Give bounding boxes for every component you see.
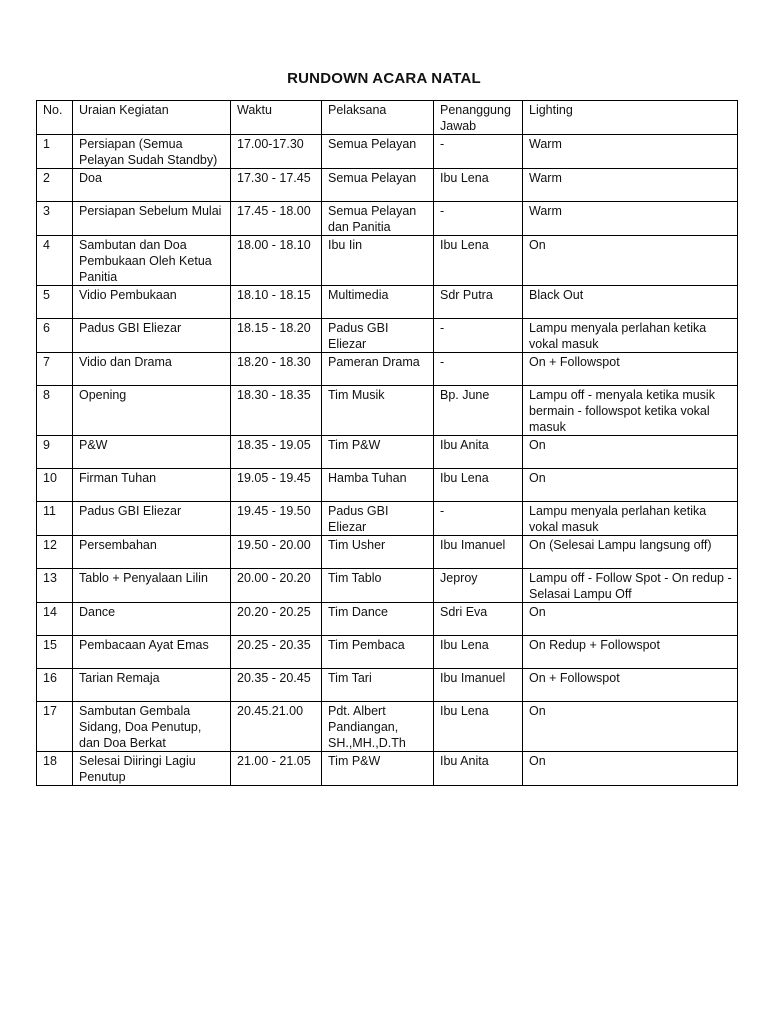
- column-header-pelaksana: Pelaksana: [322, 101, 434, 135]
- cell-waktu: 18.15 - 18.20: [231, 319, 322, 353]
- cell-penanggung-jawab: Ibu Lena: [434, 636, 523, 669]
- table-row: [37, 386, 738, 436]
- cell-uraian-kegiatan: Persiapan Sebelum Mulai: [73, 202, 231, 236]
- cell-pelaksana: Tim Musik: [322, 386, 434, 436]
- cell-pelaksana: Semua Pelayan dan Panitia: [322, 202, 434, 236]
- column-header-waktu: Waktu: [231, 101, 322, 135]
- cell-no: 16: [37, 669, 73, 702]
- cell-penanggung-jawab: Sdr Putra: [434, 286, 523, 319]
- cell-waktu: 21.00 - 21.05: [231, 752, 322, 786]
- cell-lighting: On (Selesai Lampu langsung off): [523, 536, 738, 569]
- cell-lighting: Warm: [523, 202, 738, 236]
- cell-uraian-kegiatan: Firman Tuhan: [73, 469, 231, 502]
- cell-lighting: On + Followspot: [523, 669, 738, 702]
- cell-lighting: On: [523, 752, 738, 786]
- cell-waktu: 20.45.21.00: [231, 702, 322, 752]
- table-row: [37, 236, 738, 286]
- cell-pelaksana: Padus GBI Eliezar: [322, 319, 434, 353]
- cell-pelaksana: Multimedia: [322, 286, 434, 319]
- table-row: [37, 353, 738, 386]
- cell-pelaksana: Hamba Tuhan: [322, 469, 434, 502]
- cell-no: 8: [37, 386, 73, 436]
- cell-penanggung-jawab: -: [434, 202, 523, 236]
- cell-no: 10: [37, 469, 73, 502]
- cell-lighting: Lampu off - Follow Spot - On redup - Selasai Lampu Off: [523, 569, 738, 603]
- cell-no: 6: [37, 319, 73, 353]
- cell-pelaksana: Tim P&W: [322, 752, 434, 786]
- cell-uraian-kegiatan: Selesai Diiringi Lagiu Penutup: [73, 752, 231, 786]
- cell-uraian-kegiatan: Tarian Remaja: [73, 669, 231, 702]
- cell-lighting: Black Out: [523, 286, 738, 319]
- cell-uraian-kegiatan: Dance: [73, 603, 231, 636]
- cell-waktu: 18.10 - 18.15: [231, 286, 322, 319]
- cell-waktu: 19.45 - 19.50: [231, 502, 322, 536]
- cell-pelaksana: Tim P&W: [322, 436, 434, 469]
- cell-lighting: On: [523, 236, 738, 286]
- cell-no: 14: [37, 603, 73, 636]
- table-row: [37, 702, 738, 752]
- table-row: [37, 752, 738, 786]
- cell-waktu: 17.45 - 18.00: [231, 202, 322, 236]
- document-title: RUNDOWN ACARA NATAL: [287, 70, 481, 87]
- cell-penanggung-jawab: Jeproy: [434, 569, 523, 603]
- cell-pelaksana: Tim Pembaca: [322, 636, 434, 669]
- cell-uraian-kegiatan: Sambutan Gembala Sidang, Doa Penutup, dan Doa Berkat: [73, 702, 231, 752]
- cell-no: 1: [37, 135, 73, 169]
- cell-waktu: 20.00 - 20.20: [231, 569, 322, 603]
- cell-uraian-kegiatan: Doa: [73, 169, 231, 202]
- cell-no: 2: [37, 169, 73, 202]
- cell-pelaksana: Ibu Iin: [322, 236, 434, 286]
- cell-waktu: 18.35 - 19.05: [231, 436, 322, 469]
- cell-uraian-kegiatan: P&W: [73, 436, 231, 469]
- cell-pelaksana: Pameran Drama: [322, 353, 434, 386]
- column-header-penanggung-jawab: Penanggung Jawab: [434, 101, 523, 135]
- cell-pelaksana: Tim Tari: [322, 669, 434, 702]
- table-row: [37, 569, 738, 603]
- cell-penanggung-jawab: -: [434, 353, 523, 386]
- cell-lighting: On: [523, 469, 738, 502]
- cell-no: 4: [37, 236, 73, 286]
- cell-no: 9: [37, 436, 73, 469]
- column-header-no: No.: [37, 101, 73, 135]
- cell-uraian-kegiatan: Sambutan dan Doa Pembukaan Oleh Ketua Panitia: [73, 236, 231, 286]
- rundown-table: [36, 100, 738, 786]
- cell-no: 3: [37, 202, 73, 236]
- cell-uraian-kegiatan: Vidio dan Drama: [73, 353, 231, 386]
- cell-pelaksana: Semua Pelayan: [322, 169, 434, 202]
- column-header-lighting: Lighting: [523, 101, 738, 135]
- cell-lighting: Warm: [523, 135, 738, 169]
- cell-pelaksana: Padus GBI Eliezar: [322, 502, 434, 536]
- column-header-uraian: Uraian Kegiatan: [73, 101, 231, 135]
- cell-uraian-kegiatan: Opening: [73, 386, 231, 436]
- table-row: [37, 536, 738, 569]
- cell-uraian-kegiatan: Tablo + Penyalaan Lilin: [73, 569, 231, 603]
- table-row: [37, 603, 738, 636]
- cell-pelaksana: Pdt. Albert Pandiangan, SH.,MH.,D.Th: [322, 702, 434, 752]
- cell-pelaksana: Semua Pelayan: [322, 135, 434, 169]
- cell-no: 5: [37, 286, 73, 319]
- cell-no: 17: [37, 702, 73, 752]
- cell-waktu: 18.30 - 18.35: [231, 386, 322, 436]
- table-row: [37, 502, 738, 536]
- table-row: [37, 319, 738, 353]
- cell-lighting: On Redup + Followspot: [523, 636, 738, 669]
- table-row: [37, 436, 738, 469]
- cell-uraian-kegiatan: Padus GBI Eliezar: [73, 319, 231, 353]
- cell-lighting: Lampu menyala perlahan ketika vokal masuk: [523, 502, 738, 536]
- cell-uraian-kegiatan: Vidio Pembukaan: [73, 286, 231, 319]
- cell-penanggung-jawab: -: [434, 319, 523, 353]
- cell-no: 12: [37, 536, 73, 569]
- cell-waktu: 20.25 - 20.35: [231, 636, 322, 669]
- cell-waktu: 18.20 - 18.30: [231, 353, 322, 386]
- cell-waktu: 19.05 - 19.45: [231, 469, 322, 502]
- table-header-row: [37, 101, 738, 135]
- table-row: [37, 135, 738, 169]
- cell-no: 15: [37, 636, 73, 669]
- cell-penanggung-jawab: Sdri Eva: [434, 603, 523, 636]
- cell-pelaksana: Tim Dance: [322, 603, 434, 636]
- cell-penanggung-jawab: -: [434, 502, 523, 536]
- cell-waktu: 20.20 - 20.25: [231, 603, 322, 636]
- rundown-table-body: [37, 135, 738, 786]
- table-row: [37, 469, 738, 502]
- cell-lighting: On + Followspot: [523, 353, 738, 386]
- table-row: [37, 636, 738, 669]
- cell-uraian-kegiatan: Pembacaan Ayat Emas: [73, 636, 231, 669]
- table-row: [37, 669, 738, 702]
- cell-penanggung-jawab: Ibu Anita: [434, 752, 523, 786]
- cell-no: 13: [37, 569, 73, 603]
- cell-no: 7: [37, 353, 73, 386]
- cell-uraian-kegiatan: Persiapan (Semua Pelayan Sudah Standby): [73, 135, 231, 169]
- cell-penanggung-jawab: Ibu Lena: [434, 469, 523, 502]
- cell-pelaksana: Tim Tablo: [322, 569, 434, 603]
- cell-penanggung-jawab: -: [434, 135, 523, 169]
- table-row: [37, 202, 738, 236]
- table-row: [37, 169, 738, 202]
- cell-penanggung-jawab: Ibu Lena: [434, 702, 523, 752]
- cell-penanggung-jawab: Ibu Anita: [434, 436, 523, 469]
- cell-no: 11: [37, 502, 73, 536]
- cell-lighting: Lampu menyala perlahan ketika vokal masuk: [523, 319, 738, 353]
- cell-pelaksana: Tim Usher: [322, 536, 434, 569]
- cell-lighting: Lampu off - menyala ketika musik bermain - followspot ketika vokal masuk: [523, 386, 738, 436]
- cell-lighting: On: [523, 702, 738, 752]
- cell-no: 18: [37, 752, 73, 786]
- cell-waktu: 19.50 - 20.00: [231, 536, 322, 569]
- cell-waktu: 20.35 - 20.45: [231, 669, 322, 702]
- cell-waktu: 17.30 - 17.45: [231, 169, 322, 202]
- cell-penanggung-jawab: Ibu Lena: [434, 169, 523, 202]
- cell-penanggung-jawab: Bp. June: [434, 386, 523, 436]
- cell-waktu: 18.00 - 18.10: [231, 236, 322, 286]
- cell-lighting: On: [523, 436, 738, 469]
- cell-penanggung-jawab: Ibu Imanuel: [434, 669, 523, 702]
- cell-lighting: Warm: [523, 169, 738, 202]
- cell-penanggung-jawab: Ibu Imanuel: [434, 536, 523, 569]
- cell-lighting: On: [523, 603, 738, 636]
- cell-penanggung-jawab: Ibu Lena: [434, 236, 523, 286]
- cell-uraian-kegiatan: Persembahan: [73, 536, 231, 569]
- cell-waktu: 17.00-17.30: [231, 135, 322, 169]
- cell-uraian-kegiatan: Padus GBI Eliezar: [73, 502, 231, 536]
- table-row: [37, 286, 738, 319]
